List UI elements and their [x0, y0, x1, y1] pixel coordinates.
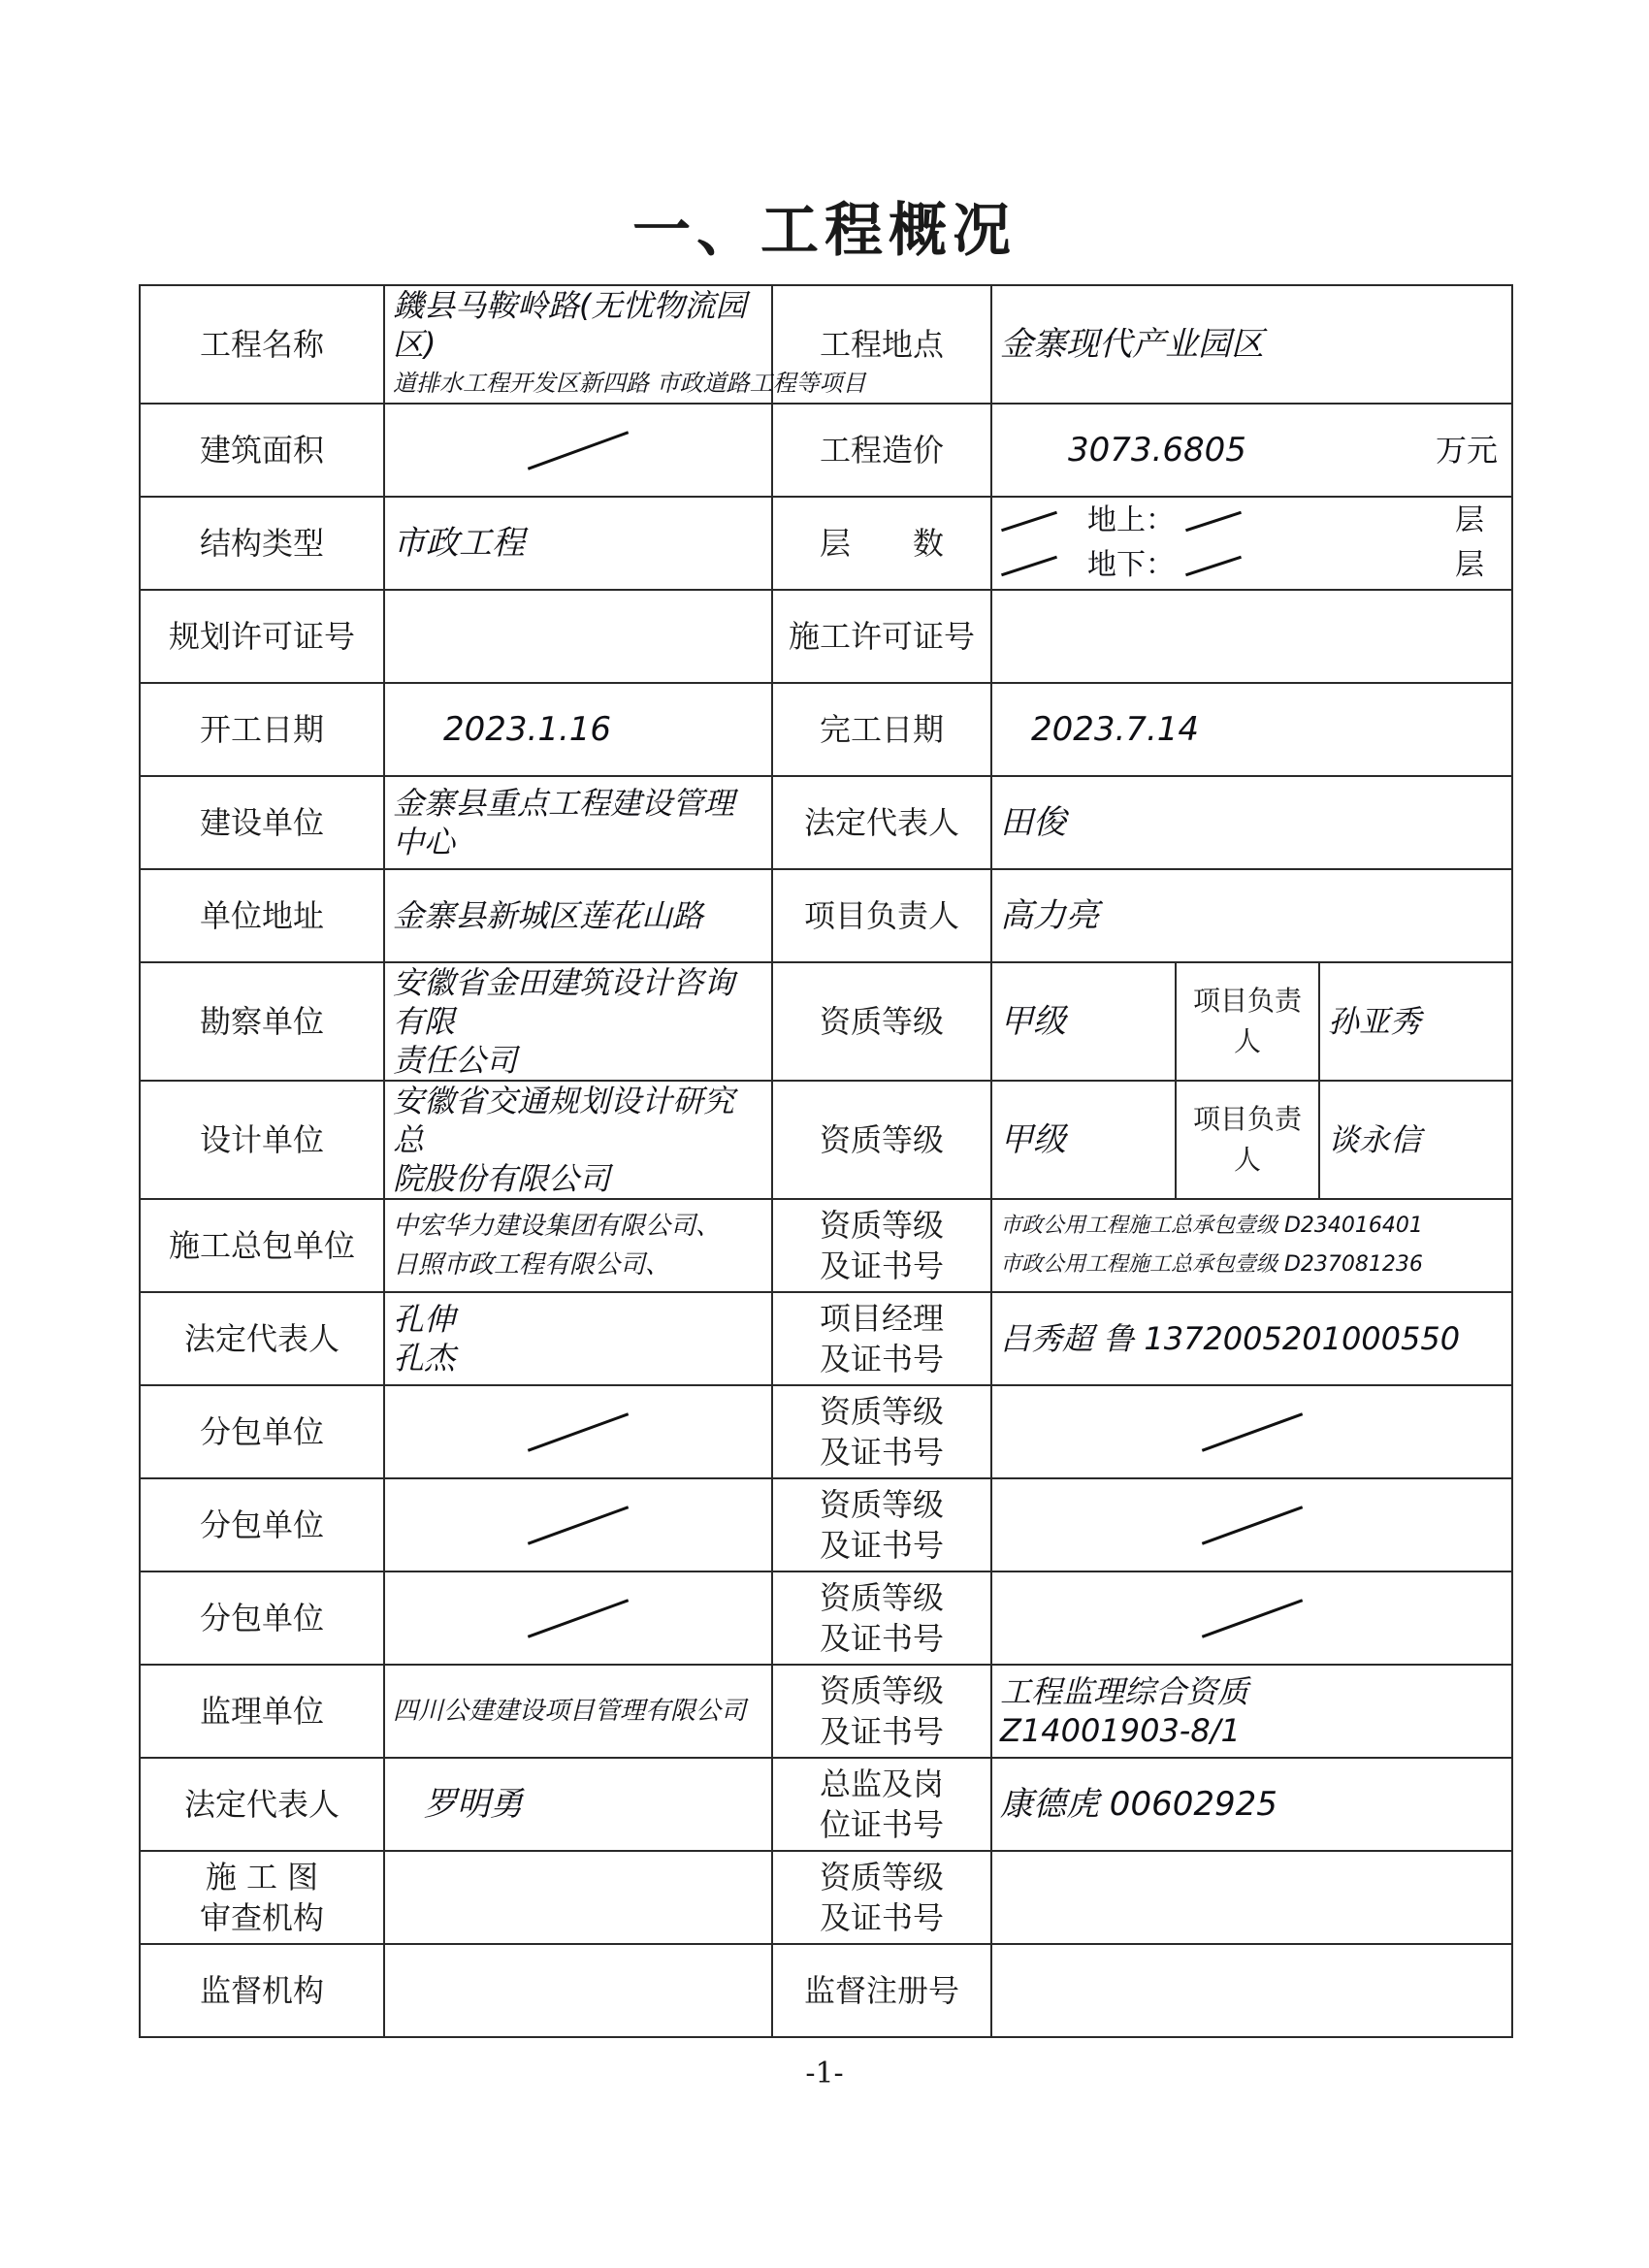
- supervision-cert-line-1: 工程监理综合资质: [1000, 1673, 1249, 1710]
- value-planning-permit: [384, 590, 772, 683]
- value-project-leader: 高力亮: [991, 869, 1512, 962]
- page-number: -1-: [805, 2057, 844, 2090]
- not-applicable-mark: [1201, 1599, 1302, 1637]
- not-applicable-mark: [1201, 1412, 1302, 1451]
- value-subcontractor-qualification: [991, 1571, 1512, 1665]
- label-line: 项目经理: [819, 1300, 944, 1337]
- contractor-line-2: 日照市政工程有限公司、: [393, 1250, 671, 1280]
- value-supervision-legal-rep: 罗明勇: [384, 1758, 772, 1851]
- label-line: 及证书号: [819, 1713, 944, 1750]
- survey-unit-line-1: 安徽省金田建筑设计咨询有限: [393, 964, 735, 1040]
- value-survey-qualification: 甲级: [991, 962, 1176, 1081]
- above-ground-label: 地上：: [1087, 503, 1175, 537]
- label-construction-unit: 建设单位: [140, 776, 384, 869]
- table-row: [140, 590, 1512, 683]
- table-row: [140, 1385, 1512, 1478]
- label-survey-unit: 勘察单位: [140, 962, 384, 1081]
- label-project-leader: 项目负责人: [772, 869, 991, 962]
- value-design-qualification: 甲级: [991, 1081, 1176, 1199]
- below-ground-line: [1000, 543, 1504, 588]
- floor-unit: 层: [1455, 548, 1485, 582]
- label-structure-type: 结构类型: [140, 497, 384, 590]
- not-applicable-mark: [528, 431, 629, 470]
- value-design-leader: 谈永信: [1319, 1081, 1512, 1199]
- label-survey-leader: 项目负责人: [1176, 962, 1319, 1081]
- label-line: 审查机构: [199, 1899, 324, 1936]
- label-start-date: 开工日期: [140, 683, 384, 776]
- value-subcontractor: [384, 1478, 772, 1571]
- label-project-name: 工程名称: [140, 285, 384, 404]
- not-applicable-mark: [1185, 510, 1242, 531]
- table-row: [140, 1851, 1512, 1944]
- table-row: [140, 1571, 1512, 1665]
- table-row: [140, 1081, 1512, 1199]
- label-chief-supervisor: [772, 1758, 991, 1851]
- value-drawing-review: [384, 1851, 772, 1944]
- value-supervision-qualification: [991, 1665, 1512, 1758]
- table-row: [140, 285, 1512, 404]
- project-name-line-2: 道排水工程开发区新四路 市政道路工程等项目: [393, 370, 866, 397]
- label-drawing-review-qualification: [772, 1851, 991, 1944]
- label-line: 资质等级: [819, 1672, 944, 1709]
- not-applicable-mark: [528, 1599, 629, 1637]
- table-row: [140, 1478, 1512, 1571]
- label-supervision-unit: 监理单位: [140, 1665, 384, 1758]
- label-subcontractor: 分包单位: [140, 1385, 384, 1478]
- table-row: [140, 1758, 1512, 1851]
- value-construction-legal-rep: 田俊: [991, 776, 1512, 869]
- label-design-leader: 项目负责人: [1176, 1081, 1319, 1199]
- label-line: 位证书号: [819, 1806, 944, 1843]
- table-row: [140, 776, 1512, 869]
- value-completion-date: 2023.7.14: [991, 683, 1512, 776]
- label-project-cost: 工程造价: [772, 404, 991, 497]
- value-survey-leader: 孙亚秀: [1319, 962, 1512, 1081]
- label-completion-date: 完工日期: [772, 683, 991, 776]
- not-applicable-mark: [1185, 555, 1242, 575]
- label-survey-qualification: 资质等级: [772, 962, 991, 1081]
- table-row: [140, 1199, 1512, 1292]
- cost-unit: 万元: [1436, 432, 1499, 469]
- label-line: 及证书号: [819, 1434, 944, 1471]
- table-row: [140, 683, 1512, 776]
- label-design-qualification: 资质等级: [772, 1081, 991, 1199]
- value-construction-permit: [991, 590, 1512, 683]
- label-drawing-review: [140, 1851, 384, 1944]
- value-floors: [991, 497, 1512, 590]
- above-ground-line: [1000, 499, 1504, 543]
- label-line: 及证书号: [819, 1899, 944, 1936]
- value-subcontractor: [384, 1571, 772, 1665]
- value-contractor-qualification: [991, 1199, 1512, 1292]
- label-general-contractor: 施工总包单位: [140, 1199, 384, 1292]
- not-applicable-mark: [1001, 510, 1057, 531]
- label-line: 及证书号: [819, 1527, 944, 1564]
- table-row: [140, 497, 1512, 590]
- label-supervision-reg-no: 监督注册号: [772, 1944, 991, 2037]
- label-legal-rep: 法定代表人: [772, 776, 991, 869]
- table-row: [140, 1292, 1512, 1385]
- label-line: 总监及岗: [819, 1766, 944, 1802]
- contractor-line-1: 中宏华力建设集团有限公司、: [393, 1212, 722, 1241]
- project-overview-table: [139, 284, 1513, 2038]
- label-planning-permit: 规划许可证号: [140, 590, 384, 683]
- value-drawing-review-qualification: [991, 1851, 1512, 1944]
- table-row: [140, 404, 1512, 497]
- label-floors: 层 数: [772, 497, 991, 590]
- supervision-cert-line-2: Z14001903-8/1: [1000, 1712, 1241, 1749]
- label-line: 及证书号: [819, 1341, 944, 1377]
- contractor-legal-line-2: 孔杰: [393, 1340, 456, 1377]
- value-unit-address: 金寨县新城区莲花山路: [384, 869, 772, 962]
- design-unit-line-1: 安徽省交通规划设计研究总: [393, 1083, 735, 1158]
- value-subcontractor: [384, 1385, 772, 1478]
- label-line: 及证书号: [819, 1620, 944, 1657]
- label-supervision-legal-rep: 法定代表人: [140, 1758, 384, 1851]
- table-row: [140, 1665, 1512, 1758]
- label-line: 施 工 图: [205, 1859, 319, 1895]
- project-cost-number: 3073.6805: [1068, 431, 1246, 470]
- label-supervision-agency: 监督机构: [140, 1944, 384, 2037]
- not-applicable-mark: [1001, 555, 1057, 575]
- label-supervision-qualification: [772, 1665, 991, 1758]
- below-ground-label: 地下：: [1087, 548, 1175, 582]
- value-supervision-reg-no: [991, 1944, 1512, 2037]
- label-line: 资质等级: [819, 1579, 944, 1616]
- not-applicable-mark: [528, 1412, 629, 1451]
- label-subcontractor-qualification: [772, 1478, 991, 1571]
- label-design-unit: 设计单位: [140, 1081, 384, 1199]
- design-unit-line-2: 院股份有限公司: [393, 1160, 611, 1197]
- label-project-location: 工程地点: [772, 285, 991, 404]
- value-structure-type: 市政工程: [384, 497, 772, 590]
- page-title: 一、工程概况: [632, 197, 1017, 265]
- survey-unit-line-2: 责任公司: [393, 1042, 518, 1079]
- label-line: 及证书号: [819, 1247, 944, 1284]
- value-subcontractor-qualification: [991, 1478, 1512, 1571]
- contractor-cert-line-1: 市政公用工程施工总承包壹级 D234016401: [1000, 1214, 1423, 1238]
- value-project-name: [384, 285, 866, 404]
- value-project-manager: 吕秀超 鲁 1372005201000550: [991, 1292, 1512, 1385]
- value-design-unit: [384, 1081, 772, 1199]
- value-building-area: [384, 404, 772, 497]
- table-row: [140, 962, 1512, 1081]
- value-subcontractor-qualification: [991, 1385, 1512, 1478]
- not-applicable-mark: [1201, 1506, 1302, 1544]
- not-applicable-mark: [528, 1506, 629, 1544]
- label-unit-address: 单位地址: [140, 869, 384, 962]
- label-line: 资质等级: [819, 1207, 944, 1244]
- label-building-area: 建筑面积: [140, 404, 384, 497]
- table-row: [140, 1944, 1512, 2037]
- value-supervision-unit: 四川公建建设项目管理有限公司: [384, 1665, 772, 1758]
- label-subcontractor: 分包单位: [140, 1571, 384, 1665]
- value-survey-unit: [384, 962, 772, 1081]
- label-subcontractor: 分包单位: [140, 1478, 384, 1571]
- label-construction-permit: 施工许可证号: [772, 590, 991, 683]
- contractor-legal-line-1: 孔伸: [393, 1301, 456, 1338]
- label-line: 资质等级: [819, 1393, 944, 1430]
- label-subcontractor-qualification: [772, 1385, 991, 1478]
- contractor-cert-line-2: 市政公用工程施工总承包壹级 D237081236: [1000, 1252, 1423, 1277]
- value-project-location: 金寨现代产业园区: [991, 285, 1512, 404]
- project-name-line-1: 鐖县马鞍岭路(无忧物流园区): [393, 287, 747, 363]
- value-supervision-agency: [384, 1944, 772, 2037]
- value-construction-unit: 金寨县重点工程建设管理中心: [384, 776, 772, 869]
- label-contractor-legal-rep: 法定代表人: [140, 1292, 384, 1385]
- label-subcontractor-qualification: [772, 1571, 991, 1665]
- label-project-manager: [772, 1292, 991, 1385]
- value-contractor-legal-rep: [384, 1292, 772, 1385]
- value-chief-supervisor: 康德虎 00602925: [991, 1758, 1512, 1851]
- label-line: 资质等级: [819, 1486, 944, 1523]
- value-general-contractor: [384, 1199, 772, 1292]
- floor-unit: 层: [1455, 503, 1485, 537]
- label-contractor-qualification: [772, 1199, 991, 1292]
- value-project-cost: [991, 404, 1512, 497]
- table-row: [140, 869, 1512, 962]
- value-start-date: 2023.1.16: [384, 683, 772, 776]
- label-line: 资质等级: [819, 1859, 944, 1895]
